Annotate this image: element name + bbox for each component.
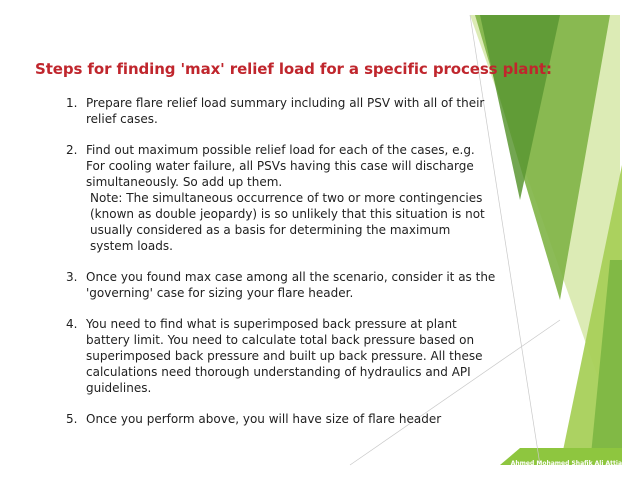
step-number: 3. — [66, 270, 78, 284]
step-note: Note: The simultaneous occurrence of two or more contingencies (known as double jeopardy) is so unlikely that this situation is not usually considered as a basis for determining the maximum system loads. — [90, 191, 485, 253]
steps-list — [66, 95, 496, 442]
step-number: 4. — [66, 317, 78, 331]
step-text: Once you perform above, you will have size of flare header — [86, 412, 442, 426]
step-text: Find out maximum possible relief load for each of the cases, e.g. For cooling water failure, all PSVs having this case will discharge simultaneously. So add up them. — [86, 143, 475, 189]
step-text: You need to find what is superimposed back pressure at plant battery limit. You need to calculate total back pressure based on superimposed back pressure and built up back pressure. All these calculations need thorough understanding of hydraulics and API guidelines. — [86, 317, 483, 395]
list-item — [66, 411, 496, 427]
step-text: Once you found max case among all the scenario, consider it as the 'governing' case for sizing your flare header. — [86, 270, 496, 300]
step-number: 5. — [66, 412, 78, 426]
list-item — [66, 142, 496, 254]
step-number: 2. — [66, 143, 78, 157]
slide-title: Steps for finding 'max' relief load for a specific process plant: — [35, 60, 552, 78]
list-item — [66, 95, 496, 127]
list-item — [66, 316, 496, 396]
author-credit: Ahmed Mohamed Shafik Ali Attia — [510, 460, 622, 467]
step-text: Prepare flare relief load summary including all PSV with all of their relief cases. — [86, 96, 485, 126]
step-number: 1. — [66, 96, 78, 110]
list-item — [66, 269, 496, 301]
